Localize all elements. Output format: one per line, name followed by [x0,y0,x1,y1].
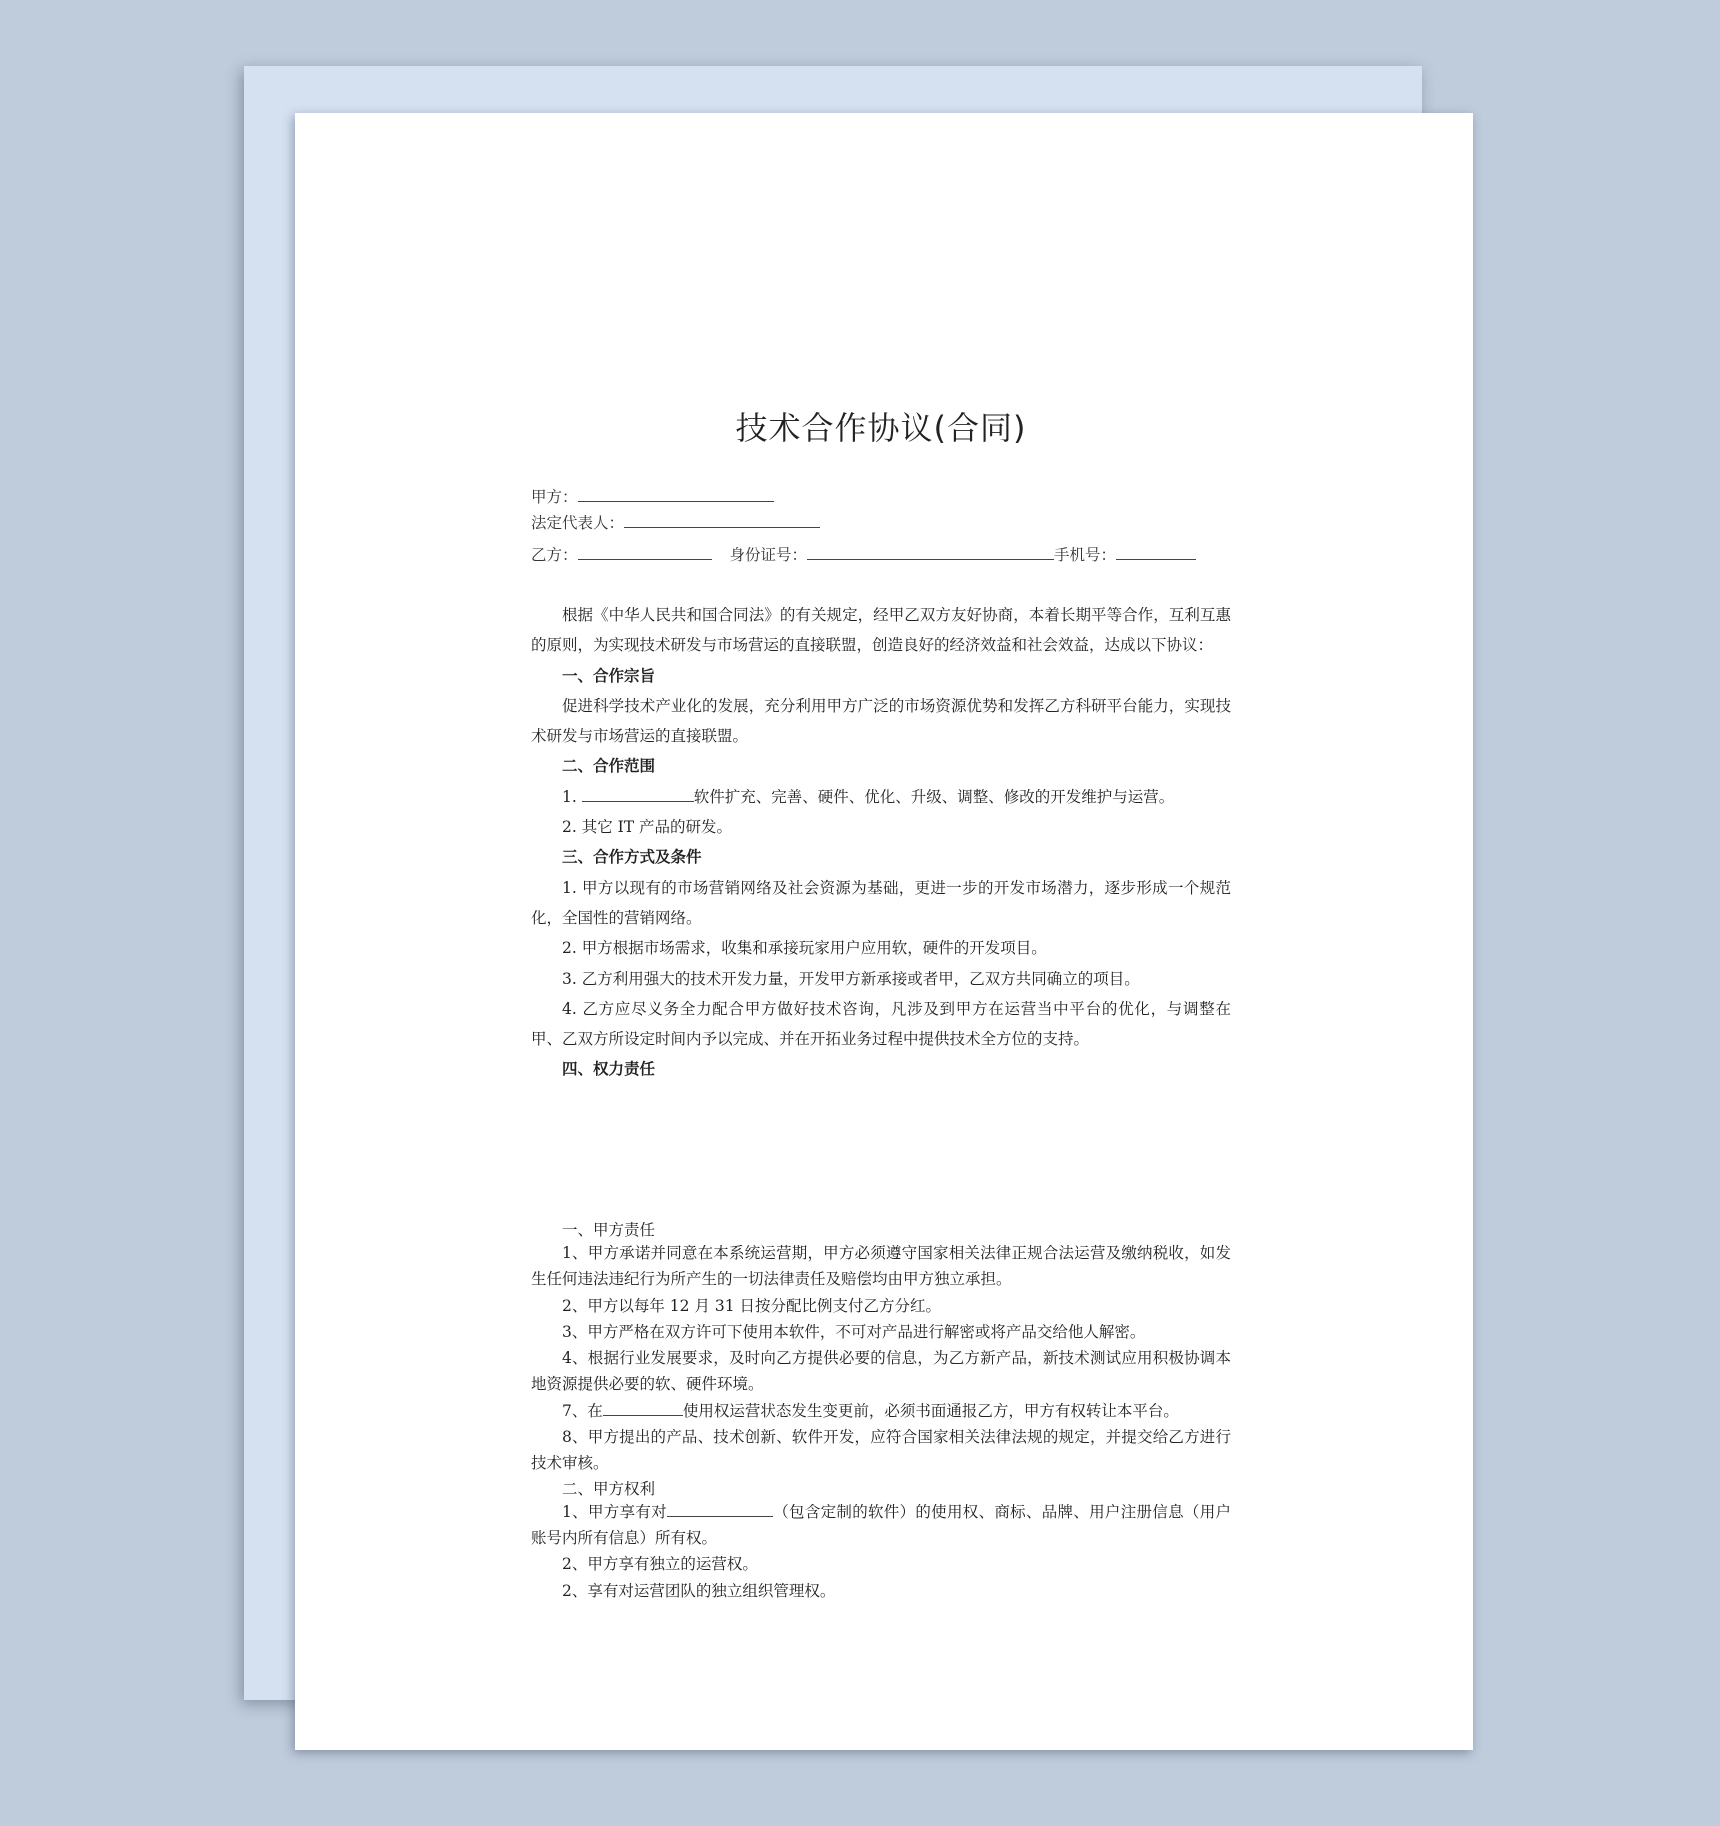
body-section-rights [531,1218,1231,1604]
phone-field[interactable] [1116,543,1196,560]
section-2-item-1 [531,782,1231,812]
party-a-right-1-prefix: 1、甲方享有对 [562,1502,667,1521]
id-number-label: 身份证号： [729,546,808,564]
party-a-duty-8: 8、甲方提出的产品、技术创新、软件开发，应符合国家相关法律法规的规定，并提交给乙方进行技术审核。 [531,1428,1231,1473]
party-a-duties-heading: 一、甲方责任 [562,1221,656,1239]
section-3-item-4: 4. 乙方应尽义务全力配合甲方做好技术咨询，凡涉及到甲方在运营当中平台的优化，与调整在甲、乙双方所设定时间内予以完成、并在开拓业务过程中提供技术全方位的支持。 [531,999,1231,1049]
section-1-heading: 一、合作宗旨 [562,666,656,685]
legal-rep-label: 法定代表人： [531,514,625,532]
party-a-right-3: 2、享有对运营团队的独立组织管理权。 [562,1581,836,1600]
legal-rep-field[interactable] [624,511,820,528]
party-a-duty-7-blank[interactable] [603,1399,683,1416]
section-1-text: 促进科学技术产业化的发展，充分利用甲方广泛的市场资源优势和发挥乙方科研平台能力，实现技术研发与市场营运的直接联盟。 [531,696,1231,746]
section-3-item-3: 3. 乙方利用强大的技术开发力量，开发甲方新承接或者甲，乙双方共同确立的项目。 [562,969,1140,988]
party-b-label: 乙方： [531,546,578,564]
party-a-field[interactable] [578,485,774,502]
section-2-item-2: 2. 其它 IT 产品的研发。 [562,818,733,837]
document-page [295,113,1473,1750]
party-a-label: 甲方： [531,488,578,506]
party-a-duty-7-prefix: 7、在 [562,1401,603,1420]
party-a-duty-4: 4、根据行业发展要求，及时向乙方提供必要的信息，为乙方新产品，新技术测试应用积极协调本地资源提供必要的软、硬件环境。 [531,1349,1231,1394]
party-a-duty-7 [531,1398,1231,1424]
intro-paragraph: 根据《中华人民共和国合同法》的有关规定，经甲乙双方友好协商，本着长期平等合作，互利互惠的原则，为实现技术研发与市场营运的直接联盟，创造良好的经济效益和社会效益，达成以下协议： [531,606,1231,655]
party-b-line [531,543,1196,565]
party-a-right-1-blank[interactable] [667,1500,773,1517]
section-2-item-1-prefix: 1. [562,787,577,806]
section-2-item-1-text: 软件扩充、完善、硬件、优化、升级、调整、修改的开发维护与运营。 [693,787,1175,806]
section-3-item-2: 2. 甲方根据市场需求，收集和承接玩家用户应用软，硬件的开发项目。 [562,939,1047,958]
party-a-line [531,485,774,507]
party-a-duty-3: 3、甲方严格在双方许可下使用本软件，不可对产品进行解密或将产品交给他人解密。 [562,1322,1146,1341]
section-3-heading: 三、合作方式及条件 [562,848,702,867]
section-2-item-1-blank[interactable] [582,785,694,802]
document-title: 技术合作协议(合同) [735,409,1027,447]
body-section-top [531,600,1231,1085]
party-a-duty-2: 2、甲方以每年 12 月 31 日按分配比例支付乙方分红。 [562,1296,942,1315]
party-a-rights-heading: 二、甲方权利 [562,1479,656,1498]
section-4-heading: 四、权力责任 [562,1060,656,1079]
party-a-right-2: 2、甲方享有独立的运营权。 [562,1555,758,1574]
party-a-right-1-text: （包含定制的软件）的使用权、商标、品牌、用户注册信息（用户账号内所有信息）所有权。 [531,1502,1231,1547]
party-a-duty-1: 1、甲方承诺并同意在本系统运营期，甲方必须遵守国家相关法律正规合法运营及缴纳税收，如发生任何违法违纪行为所产生的一切法律责任及赔偿均由甲方独立承担。 [531,1244,1231,1289]
id-number-field[interactable] [807,543,1054,560]
party-b-field[interactable] [578,543,712,560]
party-a-duty-7-text: 使用权运营状态发生变更前，必须书面通报乙方，甲方有权转让本平台。 [682,1401,1179,1420]
legal-rep-line [531,511,820,533]
section-2-heading: 二、合作范围 [562,757,656,776]
phone-label: 手机号： [1054,546,1117,564]
section-3-item-1: 1. 甲方以现有的市场营销网络及社会资源为基础，更进一步的开发市场潜力，逐步形成一个规范化，全国性的营销网络。 [531,878,1231,927]
party-a-right-1 [531,1499,1231,1552]
